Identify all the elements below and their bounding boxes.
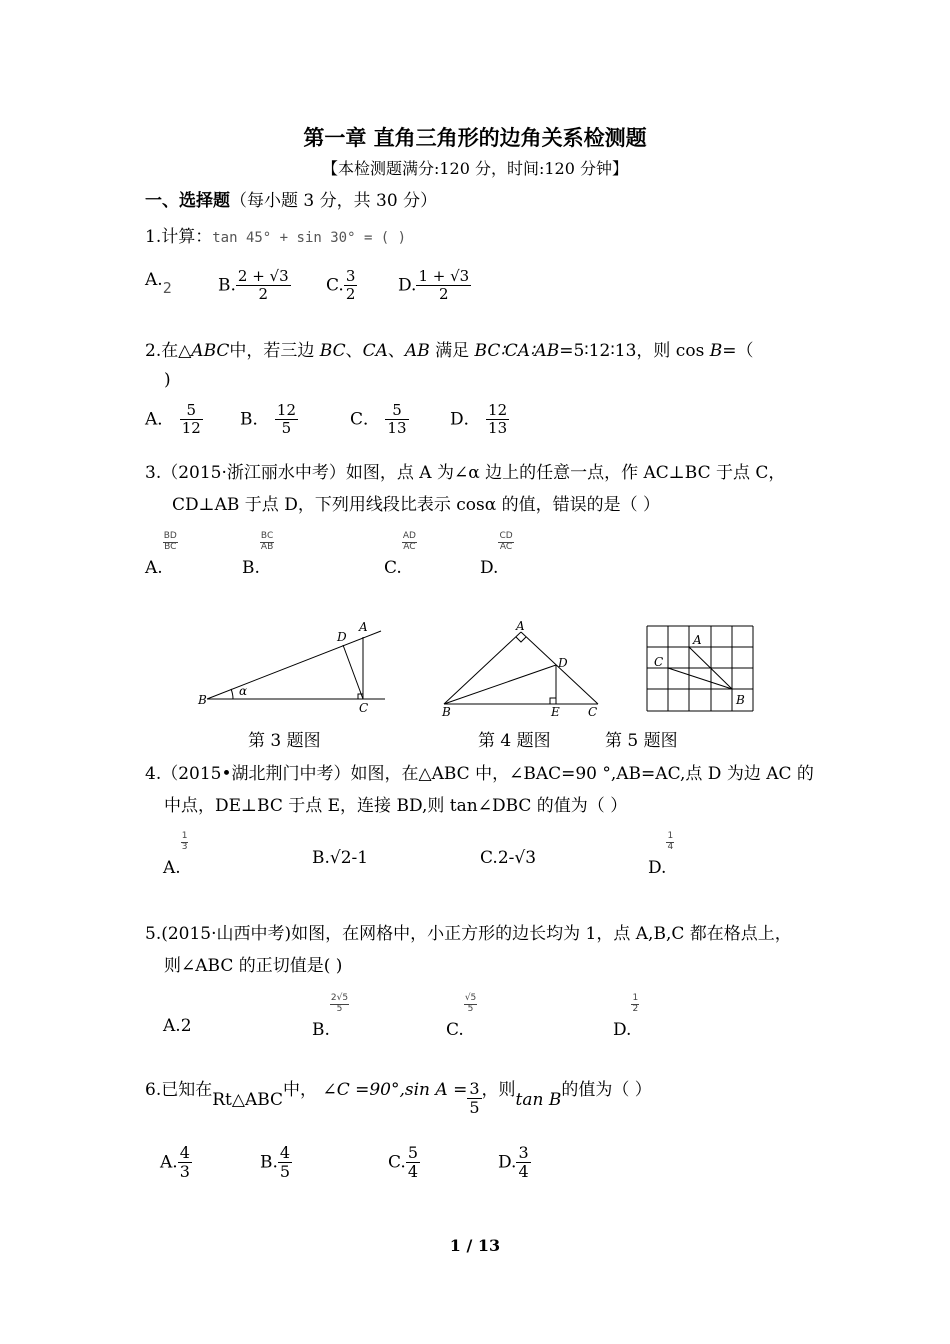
- question-2-cont: ): [164, 370, 171, 390]
- fig3-line-ba: [207, 631, 381, 699]
- page-subtitle: 【本检测题满分:120 分，时间:120 分钟】: [321, 159, 629, 178]
- q3-option-a: A. $\frac{BD}{BC}$: [145, 531, 177, 578]
- question-5: 5.(2015·山西中考)如图，在网格中，小正方形的边长均为 1，点 A,B,C 都在格点上，: [145, 924, 792, 944]
- svg-text:C: C: [359, 701, 369, 715]
- svg-text:B: B: [198, 693, 207, 707]
- question-4: 4.（2015•湖北荆门中考）如图，在△ABC 中，∠BAC=90 °,AB=AC,点 D 为边 AC 的: [145, 764, 814, 784]
- fig4-line-bd: [444, 665, 556, 704]
- figure-4: [438, 618, 608, 720]
- q4-option-c: C.2-√3: [480, 848, 537, 868]
- question-1: 1.计算：tan 45° + sin 30° = ( ): [145, 227, 407, 247]
- page-number: 1 / 13: [449, 1236, 501, 1255]
- section-heading: 一、选择题（每小题 3 分，共 30 分）: [145, 191, 438, 211]
- fig3-angle-arc: [231, 689, 233, 699]
- figure-4-caption: 第 4 题图: [478, 731, 551, 751]
- svg-text:A: A: [693, 633, 702, 647]
- q3-option-d: D. $\frac{CD}{AC}$: [480, 531, 513, 578]
- q6-option-d: D. $\frac{3}{4}$: [498, 1143, 529, 1182]
- svg-text:B: B: [736, 693, 745, 707]
- question-3-cont: CD⊥AB 于点 D，下列用线段比表示 cosα 的值，错误的是（ ）: [172, 495, 661, 515]
- page-title: 第一章 直角三角形的边角关系检测题: [303, 126, 647, 150]
- svg-text:C: C: [588, 705, 598, 719]
- q5-option-c: C. $\frac{√5}{5}$: [446, 993, 477, 1040]
- question-4-cont: 中点，DE⊥BC 于点 E，连接 BD,则 tan∠DBC 的值为（ ）: [164, 796, 628, 816]
- q2-option-c: C． $\frac{5}{13}$: [350, 401, 407, 438]
- svg-text:α: α: [239, 684, 248, 698]
- figure-3: [195, 615, 395, 715]
- figure-5-caption: 第 5 题图: [605, 731, 678, 751]
- q2-option-a: A． $\frac{5}{12}$: [145, 401, 201, 438]
- q4-option-b: B.√2-1: [312, 848, 369, 868]
- figure-3-caption: 第 3 题图: [248, 731, 321, 751]
- q2-option-b: B． $\frac{12}{5}$: [240, 401, 296, 438]
- question-3: 3.（2015·浙江丽水中考）如图，点 A 为∠α 边上的任意一点，作 AC⊥BC 于点 C，: [145, 463, 786, 483]
- fig3-line-cd: [343, 645, 363, 699]
- q5-option-a: A.2: [163, 1016, 192, 1036]
- fig4-right-angle-a: [516, 637, 526, 642]
- q1-option-c: C. $\frac{3}{2}$: [326, 267, 356, 304]
- svg-text:A: A: [516, 619, 525, 633]
- svg-text:C: C: [654, 655, 664, 669]
- q6-option-c: C. $\frac{5}{4}$: [388, 1143, 418, 1182]
- q1-option-d: D. $\frac{1 + √3}{2}$: [398, 267, 470, 304]
- q3-option-b: B. $\frac{BC}{AB}$: [242, 531, 274, 578]
- q3-option-c: C. $\frac{AD}{AC}$: [384, 531, 416, 578]
- svg-text:D: D: [558, 656, 568, 670]
- svg-text:E: E: [551, 705, 560, 719]
- q6-option-a: A. $\frac{4}{3}$: [160, 1143, 190, 1182]
- q1-option-b: B. $\frac{2 + √3}{2}$: [218, 267, 289, 304]
- q2-option-d: D． $\frac{12}{13}$: [450, 401, 508, 438]
- fig5-line-cb: [668, 668, 732, 689]
- q6-option-b: B. $\frac{4}{5}$: [260, 1143, 291, 1182]
- q1-option-a: A.2: [145, 270, 172, 297]
- svg-text:B: B: [442, 705, 451, 719]
- q4-option-d: D. $\frac{1}{4}$: [648, 831, 674, 878]
- question-6: 6.已知在Rt△ABC中， ∠C =90°,sin A = $\frac{3}{5}$ ，则tan B的值为（ ）: [145, 1079, 652, 1118]
- svg-text:D: D: [337, 630, 347, 644]
- q5-option-d: D. $\frac{1}{2}$: [613, 993, 639, 1040]
- fig4-right-angle-e: [550, 698, 556, 704]
- question-2: 2.在△ABC中，若三边 BC、CA、AB 满足 BC∶CA∶AB=5∶12∶13，则 cos B=（: [145, 341, 754, 361]
- figure-5: [645, 624, 757, 716]
- fig4-line-ab: [444, 632, 521, 704]
- q4-option-a: A. $\frac{1}{3}$: [163, 831, 188, 878]
- q1-expression: tan 45° + sin 30° = ( ): [212, 230, 407, 246]
- question-5-cont: 则∠ABC 的正切值是( ): [164, 956, 343, 976]
- q5-option-b: B. $\frac{2√5}{5}$: [312, 993, 349, 1040]
- svg-text:A: A: [359, 620, 368, 634]
